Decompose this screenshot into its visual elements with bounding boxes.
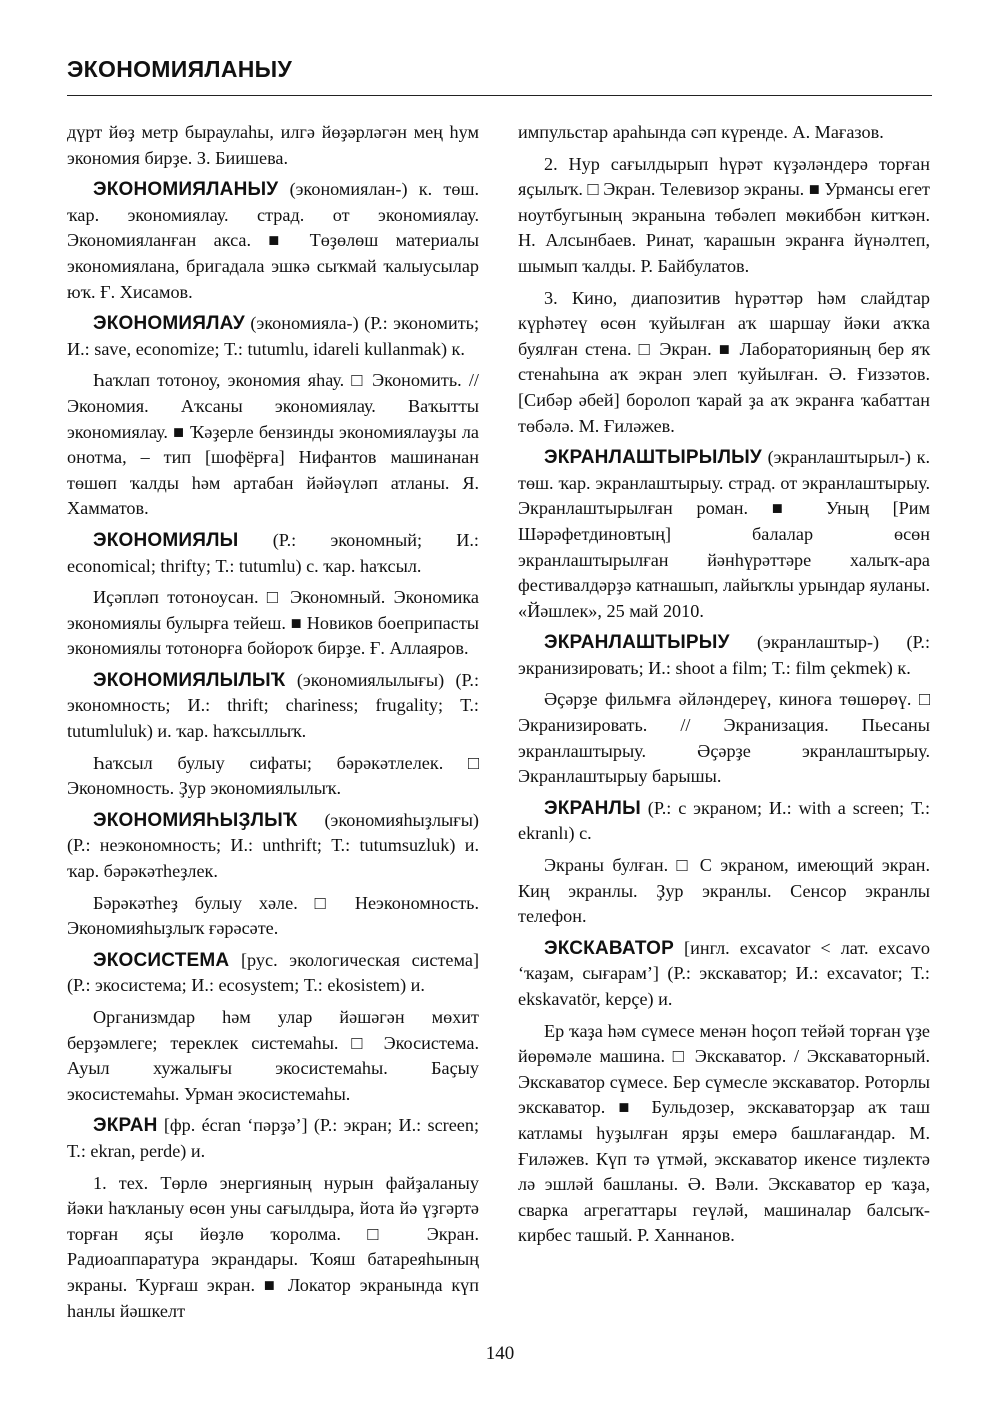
- entry-paragraph: Ер ҡаҙа һәм сүмесе менән һоҫоп тейәй торған үҙе йөрөмәле машина. □ Экскаватор. / Экскаваторный. Экскаватор сүмесе. Бер сүмесле экскаватор. Роторлы экскаватор. ■ Бульдозер, экскаваторҙар аҡ таш катламы һуҙылған ярҙы емерә башлағандар. М. Ғиләжев. Күп тә үтмәй, экскаватор икенсе тиҙлектә лә эшләй башланы. Ә. Вәли. Экскаватор ер ҡаҙа, сварка агрегаттары геүләй, машиналар балсыҡ-кирбес ташый. Р. Ханнанов.: [518, 1020, 930, 1246]
- dictionary-entry: ЭКОСИСТЕМА [рус. экологическая система] (Р.: экосистема; И.: ecosystem; Т.: ekosistem) и.: [67, 949, 479, 996]
- dictionary-entry: ЭКОНОМИЯЛАНЫУ (экономиялан-) к. төш. ҡар. экономиялау. страд. от экономиялау. Экономияланған акса. ■ Төҙөлөш материалы экономиялана, бригадала эшкә сыҡмай ҡалыусылар юҡ. Ғ. Хисамов.: [67, 179, 479, 302]
- dictionary-entry: ЭКРАНЛАШТЫРЫУ (экранлаштыр-) (Р.: экранизировать; И.: shoot a film; Т.: film çekmek) к.: [518, 632, 930, 678]
- page-number: 140: [485, 1343, 515, 1364]
- entry-paragraph: Һаҡлап тотоноу, экономия яһау. □ Экономить. // Экономия. Аҡсаны экономиялау. Ваҡытты экономиялау. ■ Ҡәҙерле бензинды экономиялауҙы ла онотма, – тип [шофёрға] Нифантов машинанан төшөп ҡалды һәм артабан йәйәүләп атланы. Я. Хамматов.: [67, 370, 479, 519]
- entry-paragraph: Экраны булған. □ С экраном, имеющий экран. Киң экранлы. Ҙур экранлы. Сенсор экранлы телефон.: [518, 855, 930, 927]
- entry-paragraph: Бәрәкәтһеҙ булыу хәле. □ Неэкономность. Экономияһыҙлыҡ ғәрәсәте.: [67, 892, 479, 939]
- headword: ЭКОНОМИЯЛЫЛЫҠ: [93, 669, 286, 691]
- entry-paragraph: импульстар араһында сәп күренде. А. Мағазов.: [518, 122, 884, 142]
- headword: ЭКРАНЛЫ: [544, 797, 641, 819]
- headword: ЭКСКАВАТОР: [544, 937, 675, 959]
- headword: ЭКРАНЛАШТЫРЫЛЫУ: [544, 447, 762, 469]
- entry-paragraph: Иҫәпләп тотоноусан. □ Экономный. Экономика экономиялы булырға тейеш. ■ Новиков боеприпасты экономиялы тотонорға бойороҡ бирҙе. Ғ. Аллаяров.: [67, 587, 479, 659]
- entry-paragraph: Әҫәрҙе фильмға әйләндереү, киноға төшөрөү. □ Экранизировать. // Экранизация. Пьесаны экранлаштырыу. Әҫәрҙе экранлаштырыу. Экранлаштырыу барышы.: [518, 689, 930, 787]
- entry-paragraph: Организмдар һәм улар йәшәгән мөхит берҙәмлеге; тереклек системаһы. □ Экосистема. Ауыл хужалығы экосистемаһы. Баҫыу экосистемаһы. Урман экосистемаһы.: [67, 1007, 479, 1104]
- headword: ЭКОСИСТЕМА: [93, 949, 230, 971]
- left-column: [67, 120, 479, 1330]
- right-column: [518, 120, 930, 1255]
- header-rule: [67, 95, 932, 96]
- entry-paragraph: дүрт йөҙ метр быраулаһы, илгә йөҙәрләгән мең һум экономия бирҙе. З. Биишева.: [67, 122, 479, 168]
- entry-paragraph: Һаҡсыл булыу сифаты; бәрәкәтлелек. □ Экономность. Ҙур экономиялылыҡ.: [67, 752, 479, 799]
- entry-paragraph: 1. тех. Төрлө энергияның нурын файҙаланыу йәки һаҡланыу өсөн уны сағылдыра, йота йә үҙгәртә торған яҫы йөҙлө ҡоролма. □ Экран. Радиоаппаратура экрандары. Ҡояш батареяһының экраны. Ҡурғаш экран. ■ Локатор экранында күп һанлы йәшкелт: [67, 1172, 479, 1321]
- headword: ЭКОНОМИЯЛАНЫУ: [93, 179, 279, 201]
- headword: ЭКРАНЛАШТЫРЫУ: [544, 632, 730, 654]
- running-header: ЭКОНОМИЯЛАНЫУ: [67, 56, 293, 82]
- dictionary-entry: ЭКРАНЛАШТЫРЫЛЫУ (экранлаштырыл-) к. төш. ҡар. экранлаштырыу. страд. от экранлаштырыу. Экранлаштырылған роман. ■ Уның [Рим Шәрәфетдиновтың] балалар өсөн экранлаштырылған йәнһүрәттәре халыҡ-ара фестивалдәрҙә катнашып, лайыҡлы урындар яуланы. «Йәшлек», 25 май 2010.: [518, 447, 930, 621]
- dictionary-entry: ЭКОНОМИЯҺЫҘЛЫҠ (экономияһыҙлығы) (Р.: неэкономность; И.: unthrift; Т.: tutumsuzluk) и. ҡар. бәрәкәтһеҙлек.: [67, 809, 479, 882]
- headword: ЭКОНОМИЯЛЫ: [93, 529, 239, 551]
- dictionary-entry: ЭКРАНЛЫ (Р.: с экраном; И.: with a screen; Т.: ekranlı) с.: [518, 797, 930, 844]
- headword: ЭКРАН: [93, 1115, 158, 1137]
- headword: ЭКОНОМИЯҺЫҘЛЫҠ: [93, 809, 298, 831]
- headword: ЭКОНОМИЯЛАУ: [93, 313, 245, 335]
- dictionary-entry: ЭКОНОМИЯЛАУ (экономияла-) (Р.: экономить; И.: save, economize; Т.: tutumlu, idareli kullanmak) к.: [67, 313, 479, 359]
- dictionary-entry: ЭКРАН [фр. écran ‘пәрҙә’] (Р.: экран; И.: screen; Т.: ekran, perde) и.: [67, 1115, 479, 1161]
- dictionary-entry: ЭКСКАВАТОР [ингл. excavator < лат. excavo ‘ҡаҙам, сығарам’] (Р.: экскаватор; И.: excavator; Т.: ekskavatör, kepçe) и.: [518, 937, 930, 1009]
- dictionary-entry: ЭКОНОМИЯЛЫ (Р.: экономный; И.: economical; thrifty; Т.: tutumlu) с. ҡар. һаҡсыл.: [67, 529, 479, 576]
- entry-paragraph: 2. Нур сағылдырып һүрәт күҙәләндерә торған яҫылыҡ. □ Экран. Телевизор экраны. ■ Урмансы егет ноутбугының экранына төбәлеп мөкиббән китҡән. Н. Алсынбаев. Ринат, ҡарашын экранға йүнәлтеп, шымып ҡалды. Р. Байбулатов.: [518, 153, 930, 276]
- entry-paragraph: 3. Кино, диапозитив һүрәттәр һәм слайдтар күрһәтеү өсөн ҡуйылған аҡ шаршау йәки аҡҡа буялған стена. □ Экран. ■ Лабораторияның бер яҡ стенаһына аҡ экран элеп ҡуйылған. Ә. Ғиззәтов. [Сибәр әбей] боролоп ҡарай ҙа аҡ экранға ҡабаттан төбәлә. М. Ғиләжев.: [518, 287, 930, 436]
- dictionary-entry: ЭКОНОМИЯЛЫЛЫҠ (экономиялылығы) (Р.: экономность; И.: thrift; chariness; frugality; Т.: tutumluluk) и. ҡар. һаҡсыллыҡ.: [67, 669, 479, 742]
